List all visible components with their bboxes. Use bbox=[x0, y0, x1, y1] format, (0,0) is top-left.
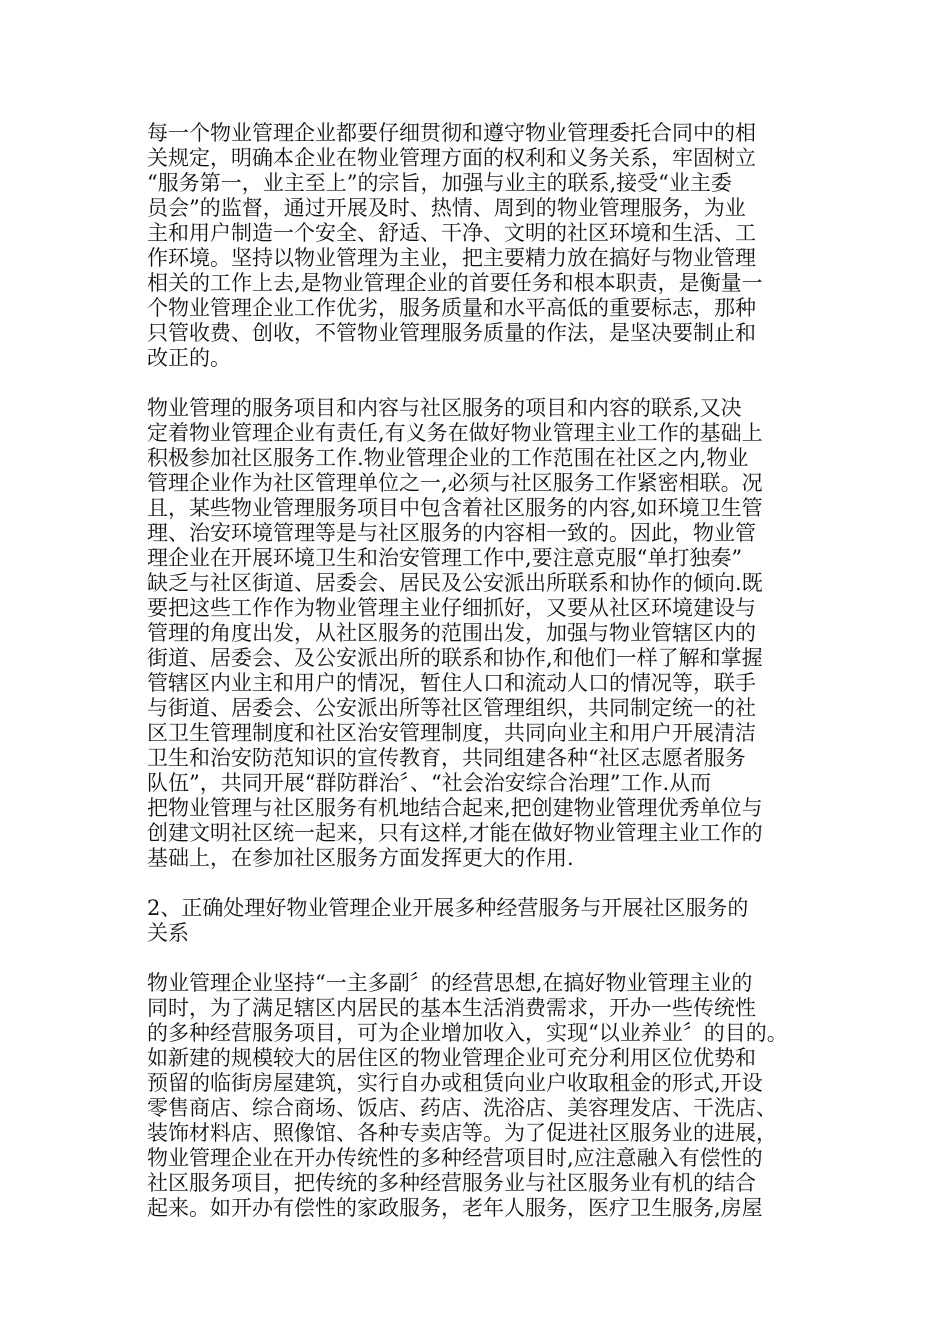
text-line: 且，某些物业管理服务项目中包含着社区服务的内容,如环境卫生管 bbox=[147, 496, 763, 520]
text-line: 物业管理企业在开办传统性的多种经营项目时,应注意融入有偿性的 bbox=[147, 1146, 763, 1170]
text-line: 与街道、居委会、公安派出所等社区管理组织，共同制定统一的社 bbox=[147, 696, 756, 720]
section-heading bbox=[147, 896, 807, 946]
text-line: 物业管理企业坚持“一主多副〞的经营思想,在搞好物业管理主业的 bbox=[147, 971, 753, 995]
text-line: 只管收费、创收，不管物业管理服务质量的作法，是坚决要制止和 bbox=[147, 321, 756, 345]
text-line: 关规定，明确本企业在物业管理方面的权利和义务关系，牢固树立 bbox=[147, 146, 756, 170]
text-line: 的多种经营服务项目，可为企业增加收入，实现“以业养业〞的目的。 bbox=[147, 1021, 788, 1045]
text-line: 管辖区内业主和用户的情况，暂住人口和流动人口的情况等，联手 bbox=[147, 671, 756, 695]
text-line: 管理企业作为社区管理单位之一,必须与社区服务工作紧密相联。况 bbox=[147, 471, 763, 495]
text-line: 卫生和治安防范知识的宣传教育，共同组建各种“社区志愿者服务 bbox=[147, 746, 746, 770]
text-line: 区卫生管理制度和社区治安管理制度，共同向业主和用户开展清洁 bbox=[147, 721, 756, 745]
text-line: “服务第一，业主至上”的宗旨，加强与业主的联系,接受“业主委 bbox=[147, 171, 732, 195]
heading-line: 2、正确处理好物业管理企业开展多种经营服务与开展社区服务的 bbox=[147, 896, 749, 920]
paragraph-1 bbox=[147, 121, 807, 371]
text-line: 同时，为了满足辖区内居民的基本生活消费需求，开办一些传统性 bbox=[147, 996, 756, 1020]
text-line: 员会”的监督，通过开展及时、热情、周到的物业管理服务，为业 bbox=[147, 196, 746, 220]
paragraph-3 bbox=[147, 971, 807, 1221]
text-line: 要把这些工作作为物业管理主业仔细抓好，又要从社区环境建设与 bbox=[147, 596, 756, 620]
text-line: 管理的角度出发，从社区服务的范围出发，加强与物业管辖区内的 bbox=[147, 621, 756, 645]
text-line: 零售商店、综合商场、饭店、药店、洗浴店、美容理发店、干洗店、 bbox=[147, 1096, 777, 1120]
text-line: 队伍”，共同开展“群防群治〞、“社会治安综合治理”工作.从而 bbox=[147, 771, 712, 795]
text-line: 个物业管理企业工作优劣，服务质量和水平高低的重要标志，那种 bbox=[147, 296, 756, 320]
heading-line: 关系 bbox=[147, 921, 189, 945]
text-line: 把物业管理与社区服务有机地结合起来,把创建物业管理优秀单位与 bbox=[147, 796, 763, 820]
text-line: 改正的。 bbox=[147, 346, 231, 370]
text-line: 社区服务项目，把传统的多种经营服务业与社区服务业有机的结合 bbox=[147, 1171, 756, 1195]
text-line: 作环境。坚持以物业管理为主业，把主要精力放在搞好与物业管理 bbox=[147, 246, 756, 270]
text-line: 街道、居委会、及公安派出所的联系和协作,和他们一样了解和掌握 bbox=[147, 646, 763, 670]
text-line: 积极参加社区服务工作.物业管理企业的工作范围在社区之内,物业 bbox=[147, 446, 749, 470]
text-line: 物业管理的服务项目和内容与社区服务的项目和内容的联系,又决 bbox=[147, 396, 742, 420]
text-line: 起来。如开办有偿性的家政服务，老年人服务，医疗卫生服务,房屋 bbox=[147, 1196, 763, 1220]
text-line: 基础上，在参加社区服务方面发挥更大的作用. bbox=[147, 846, 574, 870]
text-line: 缺乏与社区街道、居委会、居民及公安派出所联系和协作的倾向.既 bbox=[147, 571, 763, 595]
paragraph-2 bbox=[147, 396, 807, 871]
text-line: 每一个物业管理企业都要仔细贯彻和遵守物业管理委托合同中的相 bbox=[147, 121, 756, 145]
text-line: 相关的工作上去,是物业管理企业的首要任务和根本职责，是衡量一 bbox=[147, 271, 763, 295]
text-line: 装饰材料店、照像馆、各种专卖店等。为了促进社区服务业的进展， bbox=[147, 1121, 777, 1145]
document-body bbox=[147, 121, 807, 1221]
text-line: 预留的临街房屋建筑，实行自办或租赁向业户收取租金的形式,开设 bbox=[147, 1071, 763, 1095]
text-line: 定着物业管理企业有责任,有义务在做好物业管理主业工作的基础上 bbox=[147, 421, 763, 445]
text-line: 理企业在开展环境卫生和治安管理工作中,要注意克服“单打独奏” bbox=[147, 546, 743, 570]
text-line: 创建文明社区统一起来，只有这样,才能在做好物业管理主业工作的 bbox=[147, 821, 763, 845]
text-line: 主和用户制造一个安全、舒适、干净、文明的社区环境和生活、工 bbox=[147, 221, 756, 245]
text-line: 如新建的规模较大的居住区的物业管理企业可充分利用区位优势和 bbox=[147, 1046, 756, 1070]
text-line: 理、治安环境管理等是与社区服务的内容相一致的。因此，物业管 bbox=[147, 521, 756, 545]
